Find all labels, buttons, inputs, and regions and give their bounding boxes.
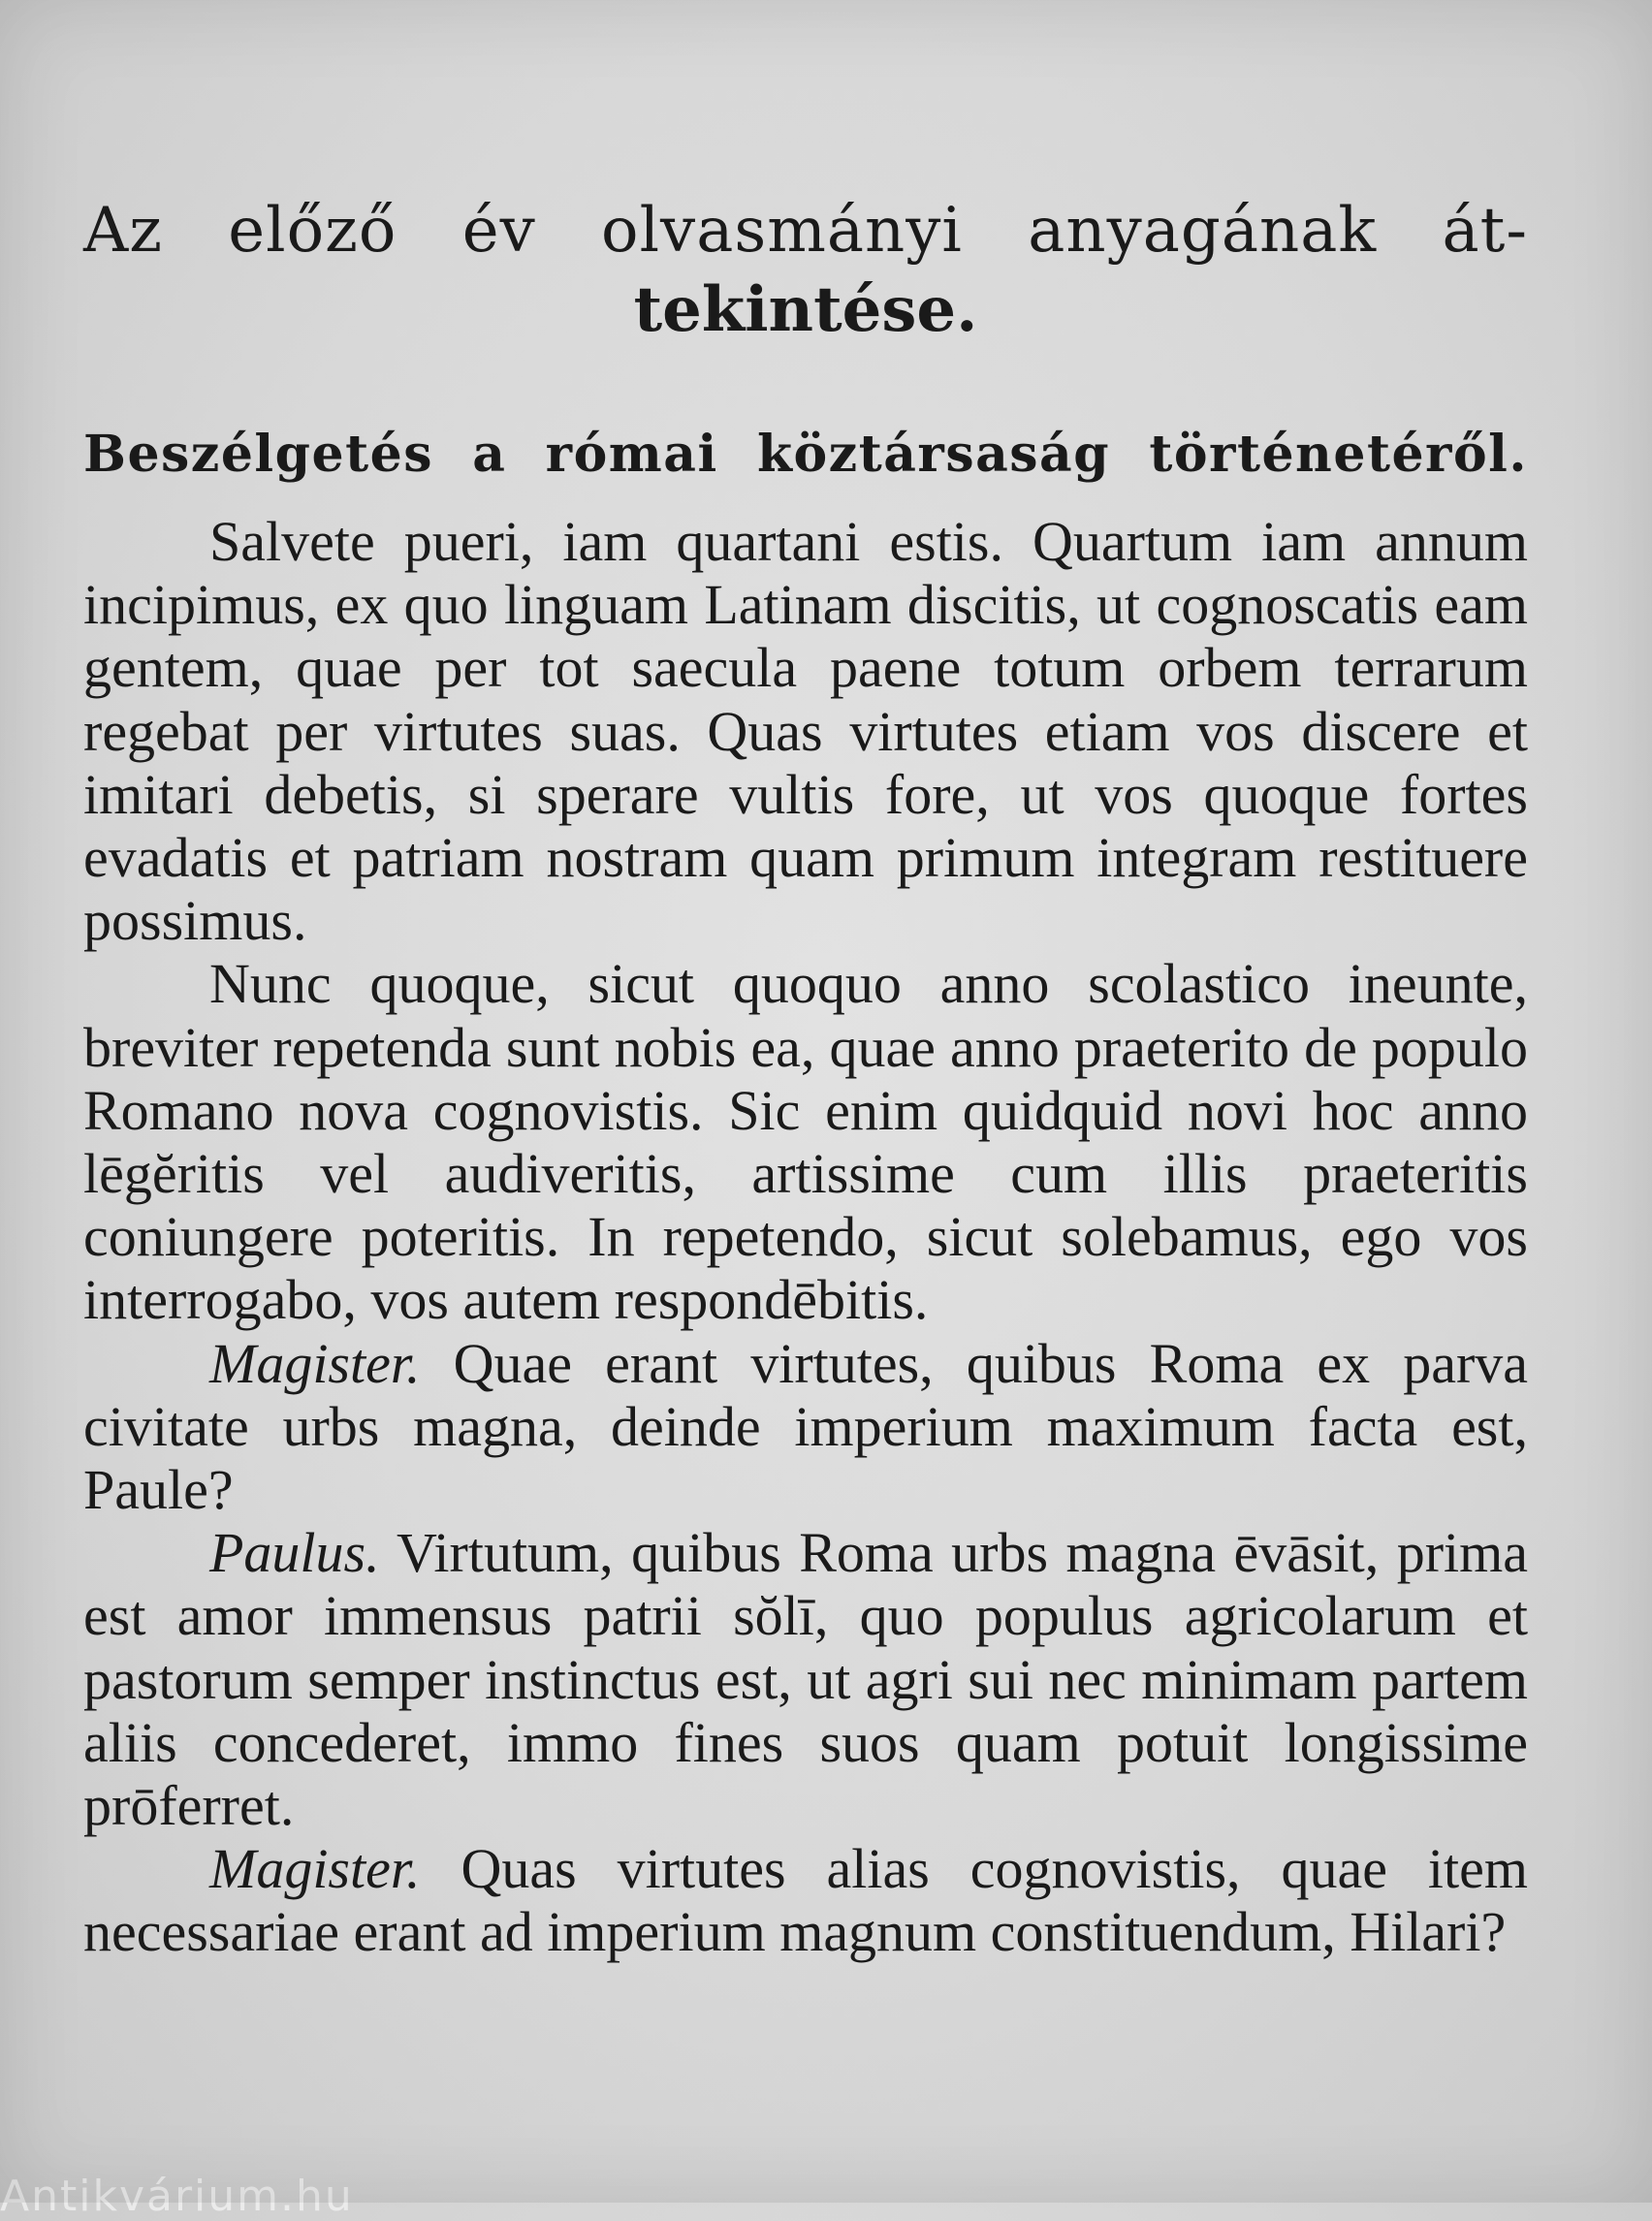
watermark: Antikvárium.hu — [0, 2172, 354, 2221]
paragraph-intro-2 — [83, 952, 1528, 1331]
dialogue-line-magister-1 — [83, 1332, 1528, 1522]
speaker-name: Magister. — [209, 1331, 421, 1395]
dialogue-line-paulus — [83, 1521, 1528, 1837]
dialogue-text: Quae erant virtutes, quibus Roma ex parva civitate urbs magna, deinde imperium maximum facta est, Paule? — [83, 1331, 1529, 1522]
dialogue-text: Virtutum, quibus Roma urbs magna ēvāsit, prima est amor immensus patrii sŏlī, quo populus agricolarum et pastorum semper instinctus est, ut agri sui nec minimam partem aliis concederet, immo fines suos quam potuit longissime prōferret. — [83, 1521, 1528, 1838]
paragraph-text: Salvete pueri, iam quartani estis. Quartum iam annum incipimus, ex quo linguam Latinam discitis, ut cognoscatis eam gentem, quae per tot saecula paene totum orbem terrarum regebat per virtutes suas. Quas virtutes etiam vos discere et imitari debetis, si sperare vultis fore, ut vos quoque fortes evadatis et patriam nostram quam primum integram restituere possimus. — [83, 510, 1528, 953]
chapter-title-line1: Az előző év olvasmányi anyagának át- — [83, 195, 1528, 267]
dialogue-line-magister-2 — [83, 1837, 1528, 1963]
body-text — [83, 510, 1528, 1964]
book-page — [83, 190, 1528, 1964]
dialogue-text: Quas virtutes alias cognovistis, quae item necessariae erant ad imperium magnum constituendum, Hilari? — [83, 1837, 1529, 1964]
paragraph-text: Nunc quoque, sicut quoquo anno scolastico ineunte, breviter repetenda sunt nobis ea, quae anno praeterito de populo Romano nova cognovistis. Sic enim quidquid novi hoc anno lēgĕritis vel audiveritis, artissime cum illis praeteritis coniungere poteritis. In repetendo, sicut solebamus, ego vos interrogabo, vos autem respondēbitis. — [83, 952, 1528, 1332]
section-subtitle: Beszélgetés a római köztársaság történetéről. — [83, 425, 1528, 484]
speaker-name: Magister. — [209, 1837, 421, 1901]
paragraph-intro-1 — [83, 510, 1528, 952]
speaker-name: Paulus. — [209, 1521, 380, 1585]
chapter-title-line2: tekintése. — [633, 273, 978, 346]
